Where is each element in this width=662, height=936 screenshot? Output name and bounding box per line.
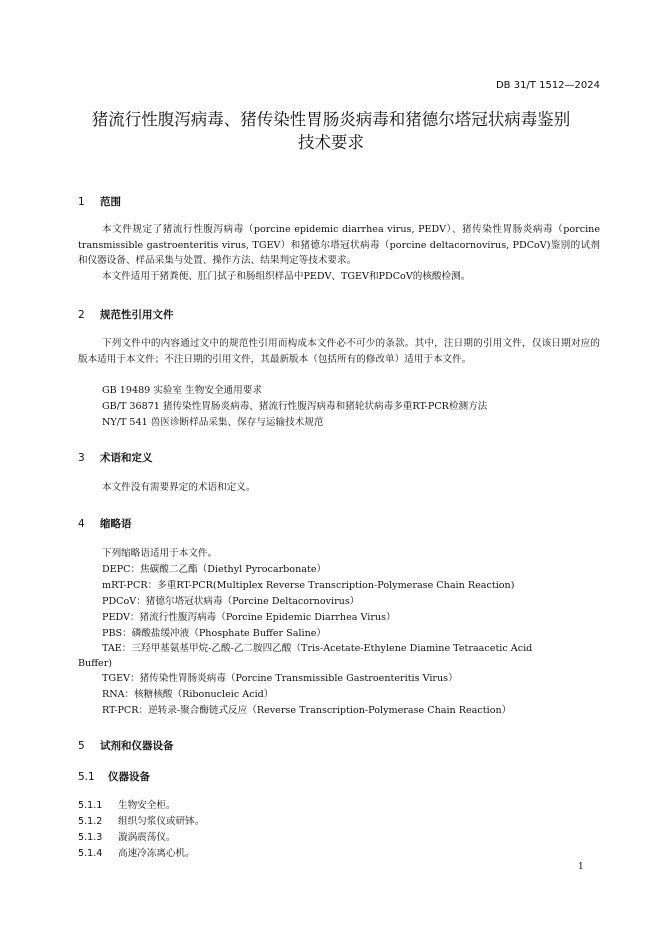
section-2-heading: 2 规范性引用文件: [78, 309, 174, 321]
section-4-intro: 下列缩略语适用于本文件。: [102, 548, 218, 559]
equipment-item: 5.1.2 组织匀浆仪或研钵。: [78, 816, 205, 827]
reference-item: GB/T 36871 猪传染性胃肠炎病毒、猪流行性腹泻病毒和猪轮状病毒多重RT-PCR检测方法: [102, 401, 488, 412]
section-5-heading: 5 试剂和仪器设备: [78, 740, 174, 752]
abbreviation-item: DEPC：焦碳酸二乙酯（Diethyl Pyrocarbonate）: [102, 564, 327, 575]
section-1-paragraph-1: 本文件规定了猪流行性腹泻病毒（porcine epidemic diarrhea virus, PEDV）、猪传染性胃肠炎病毒（porcine transmissible gastroenteritis virus, TGEV）和猪德尔塔冠状病毒（porcine deltacornovirus, PDCoV)鉴别的试剂和仪器设备、样品采集与处置、操作方法、结果判定等技术要求。: [78, 224, 600, 266]
abbreviation-item: RT-PCR：逆转录-聚合酶链式反应（Reverse Transcription-Polymerase Chain Reaction）: [102, 705, 512, 716]
abbreviation-item: PDCoV：猪德尔塔冠状病毒（Porcine Deltacornovirus）: [102, 596, 360, 607]
section-1-paragraph-2: 本文件适用于猪粪便、肛门拭子和肠组织样品中PEDV、TGEV和PDCoV的核酸检测。: [102, 271, 471, 282]
abbreviation-item: RNA：核糖核酸（Ribonucleic Acid）: [102, 689, 274, 700]
abbreviation-item: TGEV：猪传染性胃肠炎病毒（Porcine Transmissible Gastroenteritis Virus）: [102, 673, 458, 684]
abbreviation-item-continued: Buffer): [78, 658, 113, 669]
equipment-item: 5.1.4 高速冷冻离心机。: [78, 848, 195, 859]
section-1-heading: 1 范围: [78, 196, 121, 208]
subsection-5-1-heading: 5.1 仪器设备: [78, 771, 150, 783]
document-number: DB 31/T 1512—2024: [495, 80, 600, 91]
document-title: [60, 108, 602, 154]
page-number: 1: [578, 862, 584, 872]
equipment-item: 5.1.3 漩涡震荡仪。: [78, 832, 176, 843]
reference-item: NY/T 541 兽医诊断样品采集、保存与运输技术规范: [102, 417, 324, 428]
reference-item: GB 19489 实验室 生物安全通用要求: [102, 385, 262, 396]
section-2-paragraph: 下列文件中的内容通过文中的规范性引用而构成本文件必不可少的条款。其中，注日期的引用文件，仅该日期对应的版本适用于本文件；不注日期的引用文件，其最新版本（包括所有的修改单）适用于本文件。: [78, 338, 600, 365]
equipment-item: 5.1.1 生物安全柜。: [78, 800, 176, 811]
section-3-heading: 3 术语和定义: [78, 452, 153, 464]
abbreviation-item: mRT-PCR：多重RT-PCR(Multiplex Reverse Transcription-Polymerase Chain Reaction): [102, 580, 515, 591]
section-3-paragraph: 本文件没有需要界定的术语和定义。: [102, 482, 256, 493]
abbreviation-item: TAE：三羟甲基氨基甲烷-乙酸-乙二胺四乙酸（Tris-Acetate-Ethylene Diamine Tetraacetic Acid: [102, 643, 533, 654]
title-line-2: 技术要求: [298, 133, 364, 152]
abbreviation-item: PBS：磷酸盐缓冲液（Phosphate Buffer Saline）: [102, 628, 327, 639]
title-line-1: 猪流行性腹泻病毒、猪传染性胃肠炎病毒和猪德尔塔冠状病毒鉴别: [91, 110, 571, 129]
section-4-heading: 4 缩略语: [78, 518, 132, 530]
abbreviation-item: PEDV：猪流行性腹泻病毒（Porcine Epidemic Diarrhea Virus）: [102, 612, 396, 623]
